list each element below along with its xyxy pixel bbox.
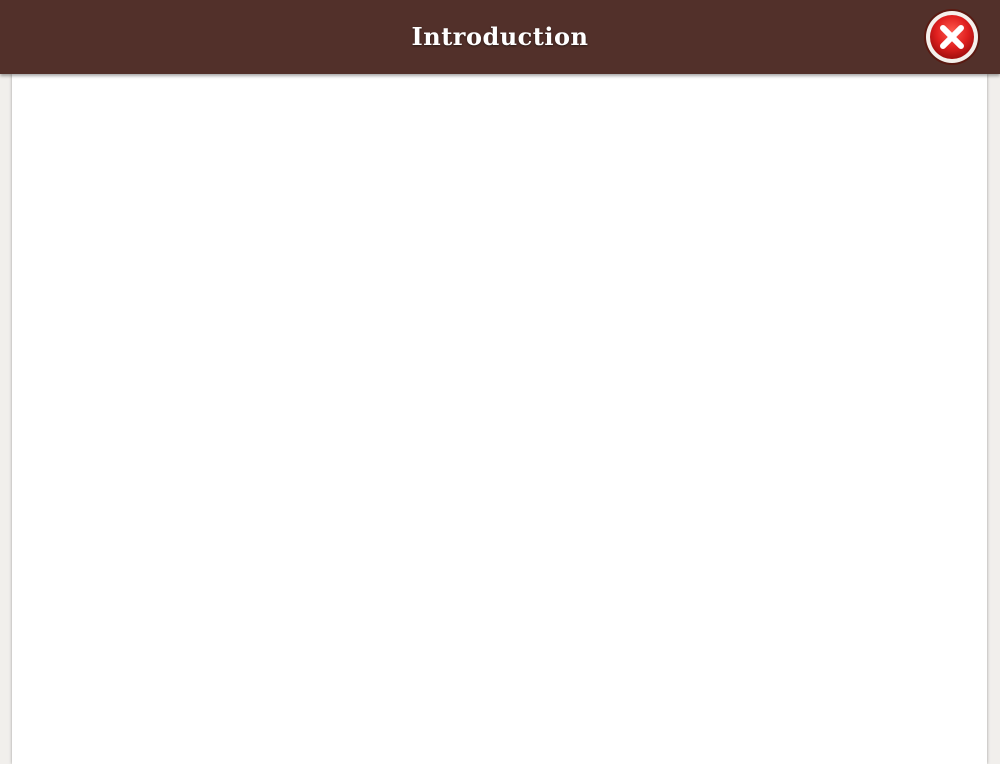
title-bar (0, 0, 1000, 74)
close-icon (922, 7, 982, 67)
content-panel (12, 74, 987, 764)
close-button[interactable] (922, 7, 982, 67)
page-title: Introduction (411, 22, 589, 51)
